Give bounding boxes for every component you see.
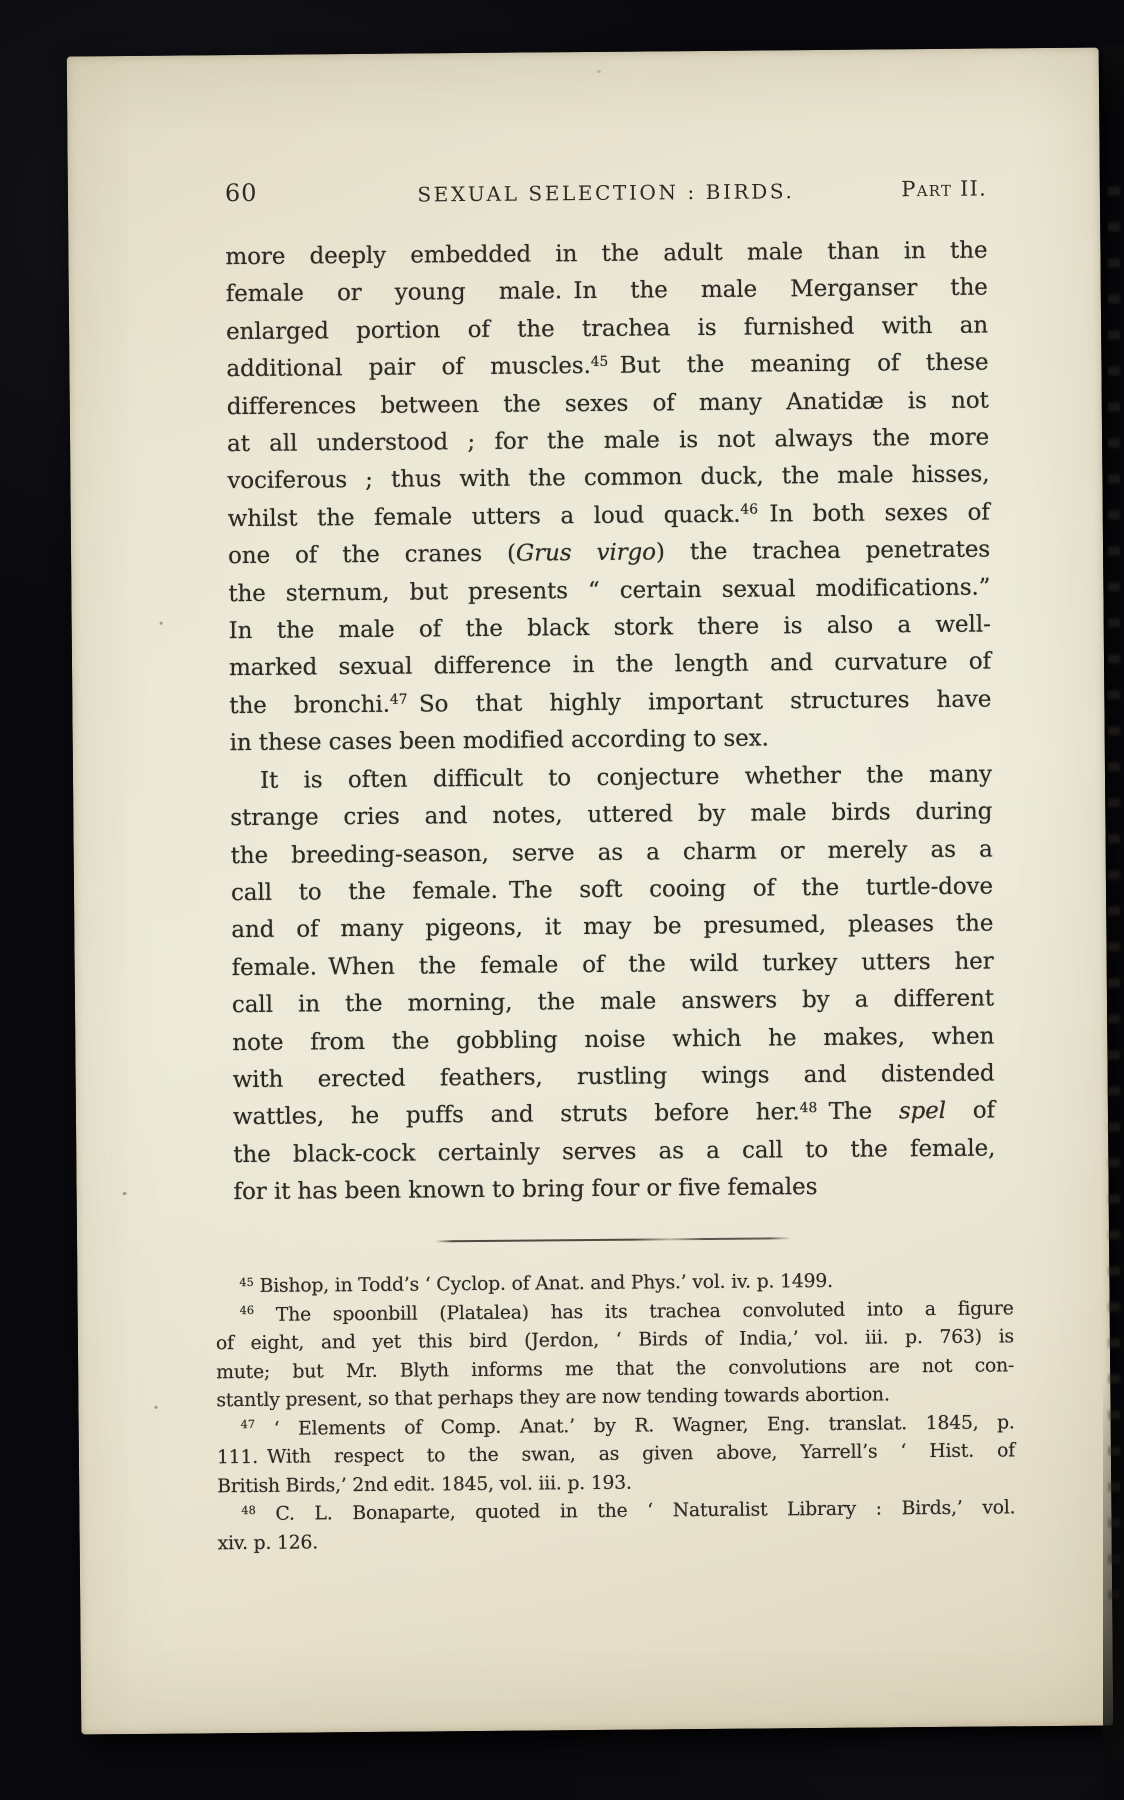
text-run: vociferous ; thus with the common duck, the male hisses,	[227, 461, 990, 495]
text-line	[233, 1093, 995, 1137]
text-run: the sternum, but presents “ certain sexual modifications.”	[228, 574, 991, 607]
adjacent-page-text-bleed	[1108, 174, 1120, 1604]
text-run: Grus virgo	[515, 539, 657, 567]
footnote-marker: 47	[389, 691, 408, 709]
text-line	[229, 681, 991, 725]
text-run: marked sexual difference in the length and curvature of	[228, 648, 992, 682]
text-run: In the male of the black stork there is also a well-	[228, 611, 991, 645]
text-line	[226, 345, 988, 389]
text-run: of	[945, 1097, 996, 1125]
adjacent-page-edge	[1103, 44, 1124, 1800]
text-run: the black-cock certainly serves as a call to the female,	[233, 1135, 996, 1168]
text-run: female. When the female of the wild turkey utters her	[231, 948, 994, 981]
text-run: spel	[898, 1098, 947, 1125]
paper-speck	[160, 622, 163, 625]
text-run: So that highly important structures have	[407, 686, 992, 718]
text-run: xiv. p. 126.	[217, 1531, 319, 1554]
text-line	[227, 457, 989, 501]
text-run: whilst the female utters a loud quack.	[227, 501, 741, 532]
text-run: in these cases been modified according to sex.	[229, 725, 769, 757]
text-run: stantly present, so that perhaps they are now tending towards abortion.	[216, 1384, 890, 1412]
text-run: more deeply embedded in the adult male than in the	[225, 237, 988, 271]
text-run: ) the trachea penetrates	[655, 536, 991, 566]
text-run: mute; but Mr. Blyth informs me that the convolutions are not con-	[216, 1354, 1015, 1383]
text-run: call in the morning, the male answers by a different	[231, 985, 995, 1019]
text-line	[228, 532, 990, 576]
paper-speck	[597, 70, 601, 73]
text-run: additional pair of muscles.	[226, 353, 591, 383]
text-run: C. L. Bonaparte, quoted in the ‘ Naturalist Library : Birds,’ vol.	[255, 1497, 1016, 1525]
text-run: Bishop, in Todd’s ‘ Cyclop. of Anat. and Phys.’ vol. iv. p. 1499.	[253, 1270, 833, 1297]
footnote-marker: 45	[239, 1275, 254, 1289]
footnote-marker: 48	[241, 1503, 256, 1517]
footnote-marker: 47	[240, 1418, 256, 1432]
text-run: wattles, he puffs and struts before her.	[232, 1099, 800, 1131]
paragraph	[230, 756, 996, 1212]
text-run: the breeding-season, serve as a charm or merely as a	[230, 835, 993, 869]
text-line	[232, 981, 994, 1025]
text-run: British Birds,’ 2nd edit. 1845, vol. iii. p. 193.	[217, 1472, 632, 1497]
text-run: strange cries and notes, uttered by male birds during	[230, 798, 993, 832]
text-run: for it has been known to bring four or five females	[233, 1174, 818, 1206]
footnote-marker: 46	[239, 1304, 255, 1318]
text-run: differences between the sexes of many Anatidæ is not	[226, 387, 989, 420]
paper-speck	[123, 1192, 127, 1195]
text-run: the bronchi.	[229, 691, 391, 720]
footnote-marker: 48	[799, 1099, 818, 1116]
paragraph	[225, 233, 992, 763]
text-run: ‘ Elements of Comp. Anat.’ by R. Wagner, Eng. translat. 1845, p.	[254, 1411, 1015, 1440]
text-run: call to the female. The soft cooing of the turtle-dove	[230, 873, 994, 907]
footnote	[217, 1494, 1015, 1558]
footnote	[216, 1295, 1015, 1416]
footnotes	[215, 1266, 1015, 1558]
part-label: Part II.	[901, 176, 987, 202]
page-number: 60	[224, 178, 258, 208]
text-run: The	[817, 1098, 900, 1126]
text-line	[229, 644, 991, 688]
text-line	[231, 906, 993, 950]
running-head	[225, 173, 987, 216]
text-line	[233, 1130, 995, 1174]
text-run: with erected feathers, rustling wings and distended	[232, 1060, 995, 1094]
footnote-marker: 46	[740, 501, 759, 518]
text-run: The spoonbill (Platalea) has its trachea convoluted into a figure	[253, 1297, 1014, 1326]
text-run: note from the gobbling noise which he makes, when	[232, 1023, 995, 1056]
text-run: one of the cranes (	[227, 540, 517, 570]
text-run: It is often difficult to conjecture whether the many	[259, 761, 993, 794]
text-run: In both sexes of	[757, 499, 990, 528]
text-run: at all understood ; for the male is not always the more	[226, 424, 990, 458]
paper-speck	[154, 1406, 157, 1409]
text-run: female or young male. In the male Merganser the	[225, 274, 988, 308]
text-run: But the meaning of these	[608, 349, 989, 380]
text-line	[231, 831, 993, 875]
footnote-marker: 45	[590, 353, 609, 370]
book-page	[67, 48, 1114, 1735]
text-run: enlarged portion of the trachea is furnished with an	[225, 312, 989, 345]
body-text	[225, 233, 995, 1212]
text-line	[226, 270, 988, 314]
text-line	[230, 794, 992, 838]
text-run: of eight, and yet this bird (Jerdon, ‘ Birds of India,’ vol. iii. p. 763) is	[215, 1326, 1014, 1355]
footnote	[217, 1409, 1016, 1501]
text-run: 111. With respect to the swan, as given above, Yarrell’s ‘ Hist. of	[216, 1440, 1015, 1469]
running-title: SEXUAL SELECTION : BIRDS.	[417, 179, 795, 207]
footnote-rule	[435, 1237, 791, 1242]
text-run: and of many pigeons, it may be presumed, pleases the	[231, 910, 994, 944]
text-line	[233, 1168, 995, 1212]
